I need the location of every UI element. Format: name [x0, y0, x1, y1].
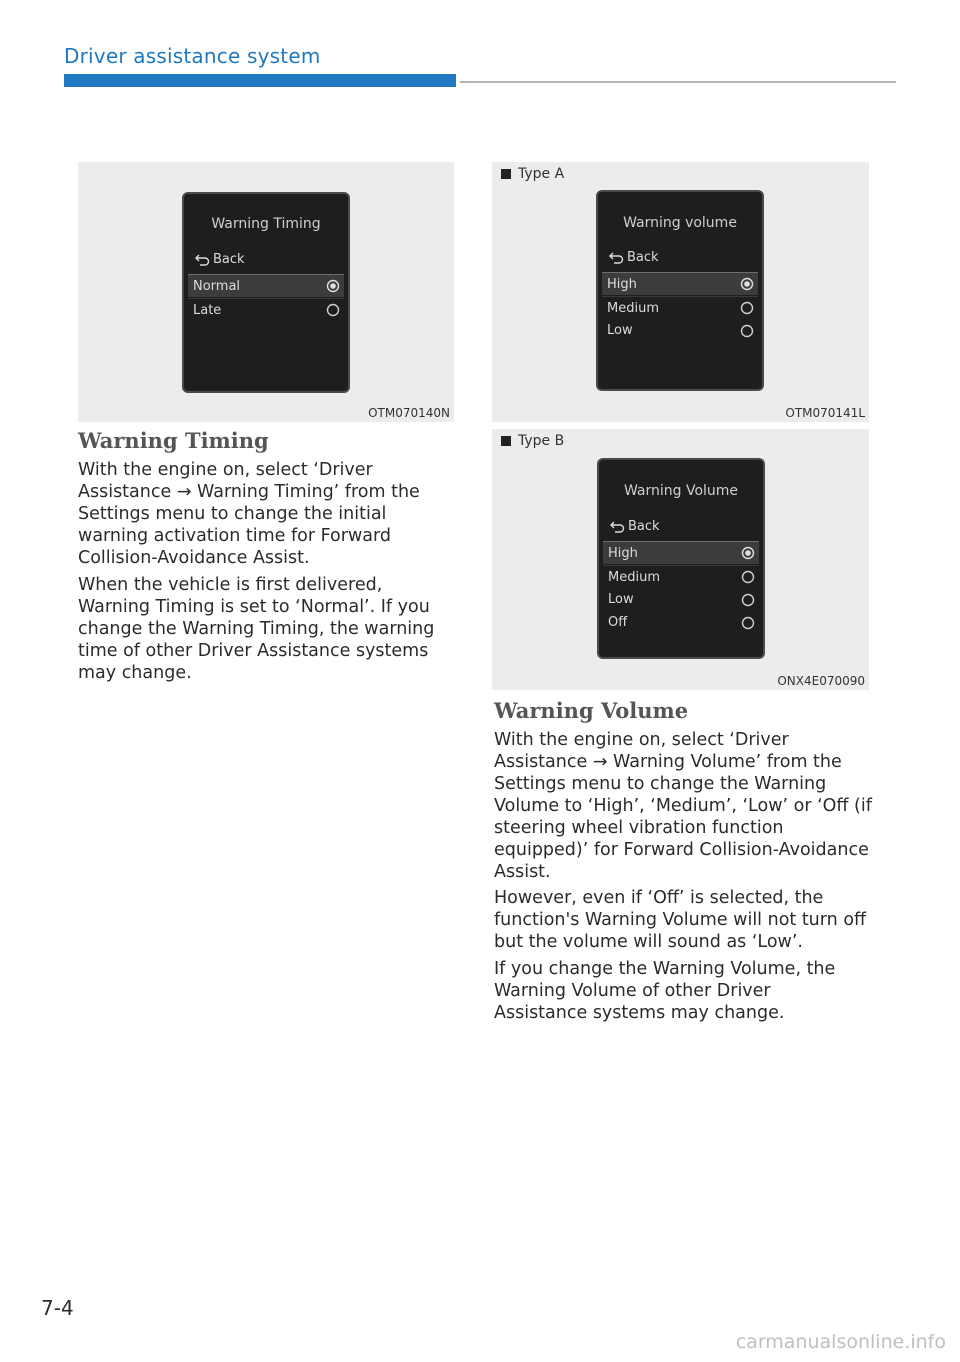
screen-option-label: Low — [608, 592, 634, 607]
figure-code: ONX4E070090 — [777, 674, 865, 688]
paragraph-warning-timing-1: With the engine on, select ‘Driver Assistance → Warning Timing’ from the Settings menu to change the initial warning activation time for Forward Collision-Avoidance Assist. — [78, 460, 420, 568]
header-accent-bar — [64, 74, 456, 87]
screen-option-label: Medium — [607, 300, 659, 316]
radio-empty-icon — [326, 303, 340, 317]
heading-warning-volume: Warning Volume — [494, 698, 689, 723]
heading-warning-timing: Warning Timing — [78, 428, 269, 453]
header-rule — [460, 81, 896, 83]
screen-title: Warning Volume — [623, 483, 739, 499]
paragraph-warning-volume-2: However, even if ‘Off’ is selected, the function's Warning Volume will not turn off but the volume will sound as ‘Low’. — [494, 888, 867, 952]
screen-back-label: Back — [213, 252, 245, 267]
screen-option-row — [602, 319, 758, 342]
figure-warning-volume-type-b — [492, 429, 869, 690]
radio-empty-icon — [741, 593, 755, 607]
screen-option-label: Late — [193, 302, 222, 318]
screen-option-row — [603, 588, 759, 611]
screen-back-item — [609, 519, 660, 534]
page-number: 7-4 — [41, 1296, 74, 1320]
square-bullet-icon — [501, 169, 511, 179]
screen-option-row — [603, 541, 759, 564]
square-bullet-icon — [501, 436, 511, 446]
radio-selected-icon — [326, 279, 340, 293]
screen-option-label: High — [608, 545, 638, 561]
screen-back-label: Back — [628, 519, 660, 534]
screen-option-label: Normal — [193, 278, 241, 294]
section-header-title: Driver assistance system — [64, 44, 321, 68]
paragraph-warning-volume-1: With the engine on, select ‘Driver Assistance → Warning Volume’ from the Settings menu to change the Warning Volume to ‘High’, ‘Medium’, ‘Low’ or ‘Off (if steering wheel vibration function equipped)’ for Forward Collision-Avoidance Assist. — [494, 730, 872, 882]
figure-warning-timing — [78, 162, 454, 422]
cluster-screen-warning-volume-a — [596, 190, 764, 391]
screen-option-label: Medium — [608, 569, 660, 585]
screen-back-label: Back — [627, 250, 659, 265]
screen-option-row — [603, 565, 759, 588]
watermark: carmanualsonline.info — [735, 1331, 946, 1353]
radio-empty-icon — [741, 616, 755, 630]
screen-option-row — [188, 298, 344, 321]
figure-type-label — [501, 166, 564, 182]
radio-selected-icon — [741, 546, 755, 560]
figure-type-label — [501, 433, 564, 449]
figure-warning-volume-type-a — [492, 162, 869, 422]
screen-option-row — [602, 272, 758, 295]
screen-option-label: High — [607, 276, 637, 292]
radio-empty-icon — [741, 570, 755, 584]
back-arrow-icon — [608, 251, 624, 265]
cluster-screen-warning-volume-b — [597, 458, 765, 659]
back-arrow-icon — [194, 253, 210, 267]
figure-code: OTM070141L — [785, 406, 865, 420]
paragraph-warning-timing-2: When the vehicle is first delivered, Warning Timing is set to ‘Normal’. If you change the Warning Timing, the warning time of other Driver Assistance systems may change. — [78, 575, 435, 683]
screen-option-row — [602, 296, 758, 319]
paragraph-warning-volume-3: If you change the Warning Volume, the Warning Volume of other Driver Assistance systems may change. — [494, 959, 836, 1023]
screen-back-item — [608, 250, 659, 265]
radio-empty-icon — [740, 301, 754, 315]
cluster-screen-warning-timing — [182, 192, 350, 393]
figure-code: OTM070140N — [368, 406, 450, 420]
screen-option-label: Off — [608, 615, 628, 630]
screen-option-row — [603, 611, 759, 634]
screen-option-row — [188, 274, 344, 297]
screen-title: Warning volume — [623, 215, 737, 231]
screen-option-label: Low — [607, 323, 633, 338]
figure-type-text: Type A — [518, 166, 565, 182]
screen-title: Warning Timing — [211, 216, 321, 232]
radio-selected-icon — [740, 277, 754, 291]
radio-empty-icon — [740, 324, 754, 338]
screen-back-item — [194, 252, 245, 267]
back-arrow-icon — [609, 520, 625, 534]
figure-type-text: Type B — [518, 433, 565, 449]
